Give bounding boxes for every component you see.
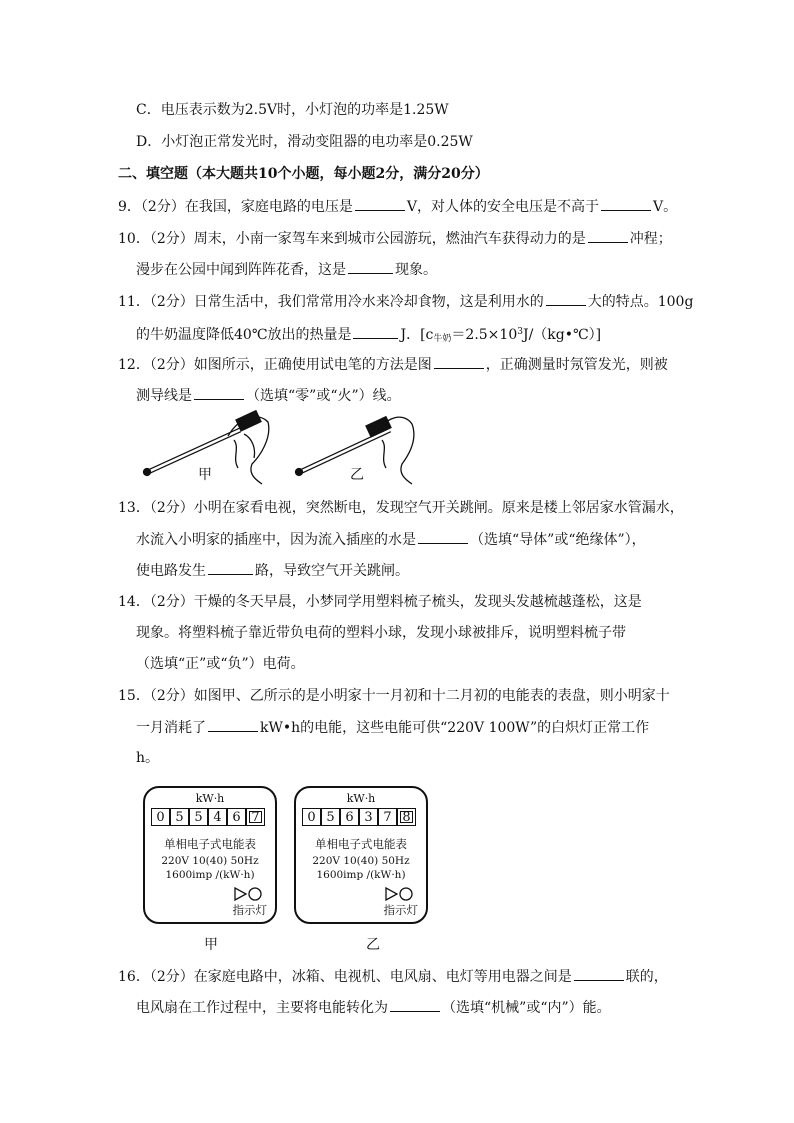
test-pen-figure (140, 408, 430, 486)
question-16-line1: 16．（2分）在家庭电路中，冰箱、电视机、电风扇、电灯等用电器之间是 联的， (118, 966, 668, 987)
energy-meter-b (294, 786, 428, 924)
answer-blank[interactable] (194, 385, 244, 400)
meter-reading (302, 808, 416, 826)
question-12-line2: 测导线是 （选填“零”或“火”）线。 (136, 385, 401, 406)
question-10-line1: 10．（2分）周末，小南一家驾车来到城市公园游玩，燃油汽车获得动力的是 冲程； (118, 228, 672, 249)
option-d: D．小灯泡正常发光时，滑动变阻器的电功率是0.25W (136, 134, 473, 150)
figure-label-b: 乙 (350, 467, 364, 483)
meter-name: 单相电子式电能表 (164, 837, 256, 851)
figure-label-b: 乙 (366, 937, 380, 953)
meter-spec: 1600imp /(kW·h) (316, 869, 406, 881)
figure-label-a: 甲 (204, 937, 218, 953)
meter-reading (151, 808, 265, 826)
answer-blank[interactable] (546, 291, 586, 306)
question-12-line1: 12．（2分）如图所示，正确使用试电笔的方法是图 ，正确测量时氖管发光，则被 (118, 354, 668, 375)
indicator-lamp-label: 指示灯 (232, 903, 267, 917)
question-13-line3: 使电路发生 路，导致空气开关跳闸。 (136, 560, 409, 581)
test-pen-illustration (140, 408, 430, 486)
answer-blank[interactable] (208, 717, 258, 732)
figure-label-a: 甲 (198, 467, 212, 483)
indicator-lamp-icon (384, 886, 414, 902)
meter-digit: 3 (359, 808, 378, 826)
answer-blank[interactable] (353, 324, 398, 339)
meter-digit: 6 (227, 808, 246, 826)
answer-blank[interactable] (601, 196, 651, 211)
meter-spec: 1600imp /(kW·h) (165, 869, 255, 881)
answer-blank[interactable] (208, 560, 253, 575)
section-heading: 二、填空题（本大题共10个小题，每小题2分，满分20分） (118, 166, 489, 182)
meter-digit: 0 (151, 808, 170, 826)
meter-unit: kW·h (195, 792, 225, 805)
meter-name: 单相电子式电能表 (315, 837, 407, 851)
answer-blank[interactable] (418, 529, 468, 544)
meter-digit: 4 (208, 808, 227, 826)
option-c: C．电压表示数为2.5V时，小灯泡的功率是1.25W (136, 102, 449, 118)
question-14-line3: （选填“正”或“负”）电荷。 (136, 656, 305, 672)
question-9: 9．（2分）在我国，家庭电路的电压是 V，对人体的安全电压是不高于 V。 (118, 196, 677, 217)
meter-unit: kW·h (346, 792, 376, 805)
question-13-line1: 13．（2分）小明在家看电视，突然断电，发现空气开关跳闸。原来是楼上邻居家水管漏水， (118, 500, 684, 516)
question-10-line2: 漫步在公园中闻到阵阵花香，这是 现象。 (136, 259, 437, 280)
question-11-line2: 的牛奶温度降低40℃放出的热量是 J．$[c_{牛奶}=2.5\times 10^3J/(kg•℃)]$ (136, 322, 601, 349)
question-13-line2: 水流入小明家的插座中，因为流入插座的水是 （选填“导体”或“绝缘体”）， (136, 529, 646, 550)
indicator-lamp-label: 指示灯 (383, 903, 418, 917)
meter-digit: 5 (189, 808, 208, 826)
meter-spec: 220V 10(40) 50Hz (161, 855, 259, 867)
meter-digit: 5 (170, 808, 189, 826)
answer-blank[interactable] (348, 259, 393, 274)
meter-digit: 0 (302, 808, 321, 826)
answer-blank[interactable] (574, 966, 624, 981)
answer-blank[interactable] (434, 354, 484, 369)
answer-blank[interactable] (355, 196, 405, 211)
meter-digit: 6 (340, 808, 359, 826)
meter-digit-decimal: 8 (397, 808, 416, 826)
question-14-line2: 现象。将塑料梳子靠近带负电荷的塑料小球，发现小球被排斥，说明塑料梳子带 (136, 625, 626, 641)
meter-digit-decimal: 7 (246, 808, 265, 826)
question-15-line1: 15．（2分）如图甲、乙所示的是小明家十一月初和十二月初的电能表的表盘，则小明家十 (118, 688, 670, 704)
question-16-line2: 电风扇在工作过程中，主要将电能转化为 （选填“机械”或“内”）能。 (136, 997, 611, 1018)
meter-digit: 5 (321, 808, 340, 826)
answer-blank[interactable] (588, 228, 628, 243)
question-11-line1: 11．（2分）日常生活中，我们常常用冷水来冷却食物，这是利用水的 大的特点。100g (118, 291, 693, 312)
meter-digit: 7 (378, 808, 397, 826)
question-15-line2: 一月消耗了 kW•h的电能，这些电能可供“220V 100W”的白炽灯正常工作 (136, 717, 649, 738)
energy-meter-a (143, 786, 277, 924)
meter-spec: 220V 10(40) 50Hz (312, 855, 410, 867)
question-15-line3: h。 (136, 750, 160, 766)
answer-blank[interactable] (390, 997, 440, 1012)
question-14-line1: 14．（2分）干燥的冬天早晨，小梦同学用塑料梳子梳头，发现头发越梳越蓬松，这是 (118, 594, 642, 610)
indicator-lamp-icon (233, 886, 263, 902)
